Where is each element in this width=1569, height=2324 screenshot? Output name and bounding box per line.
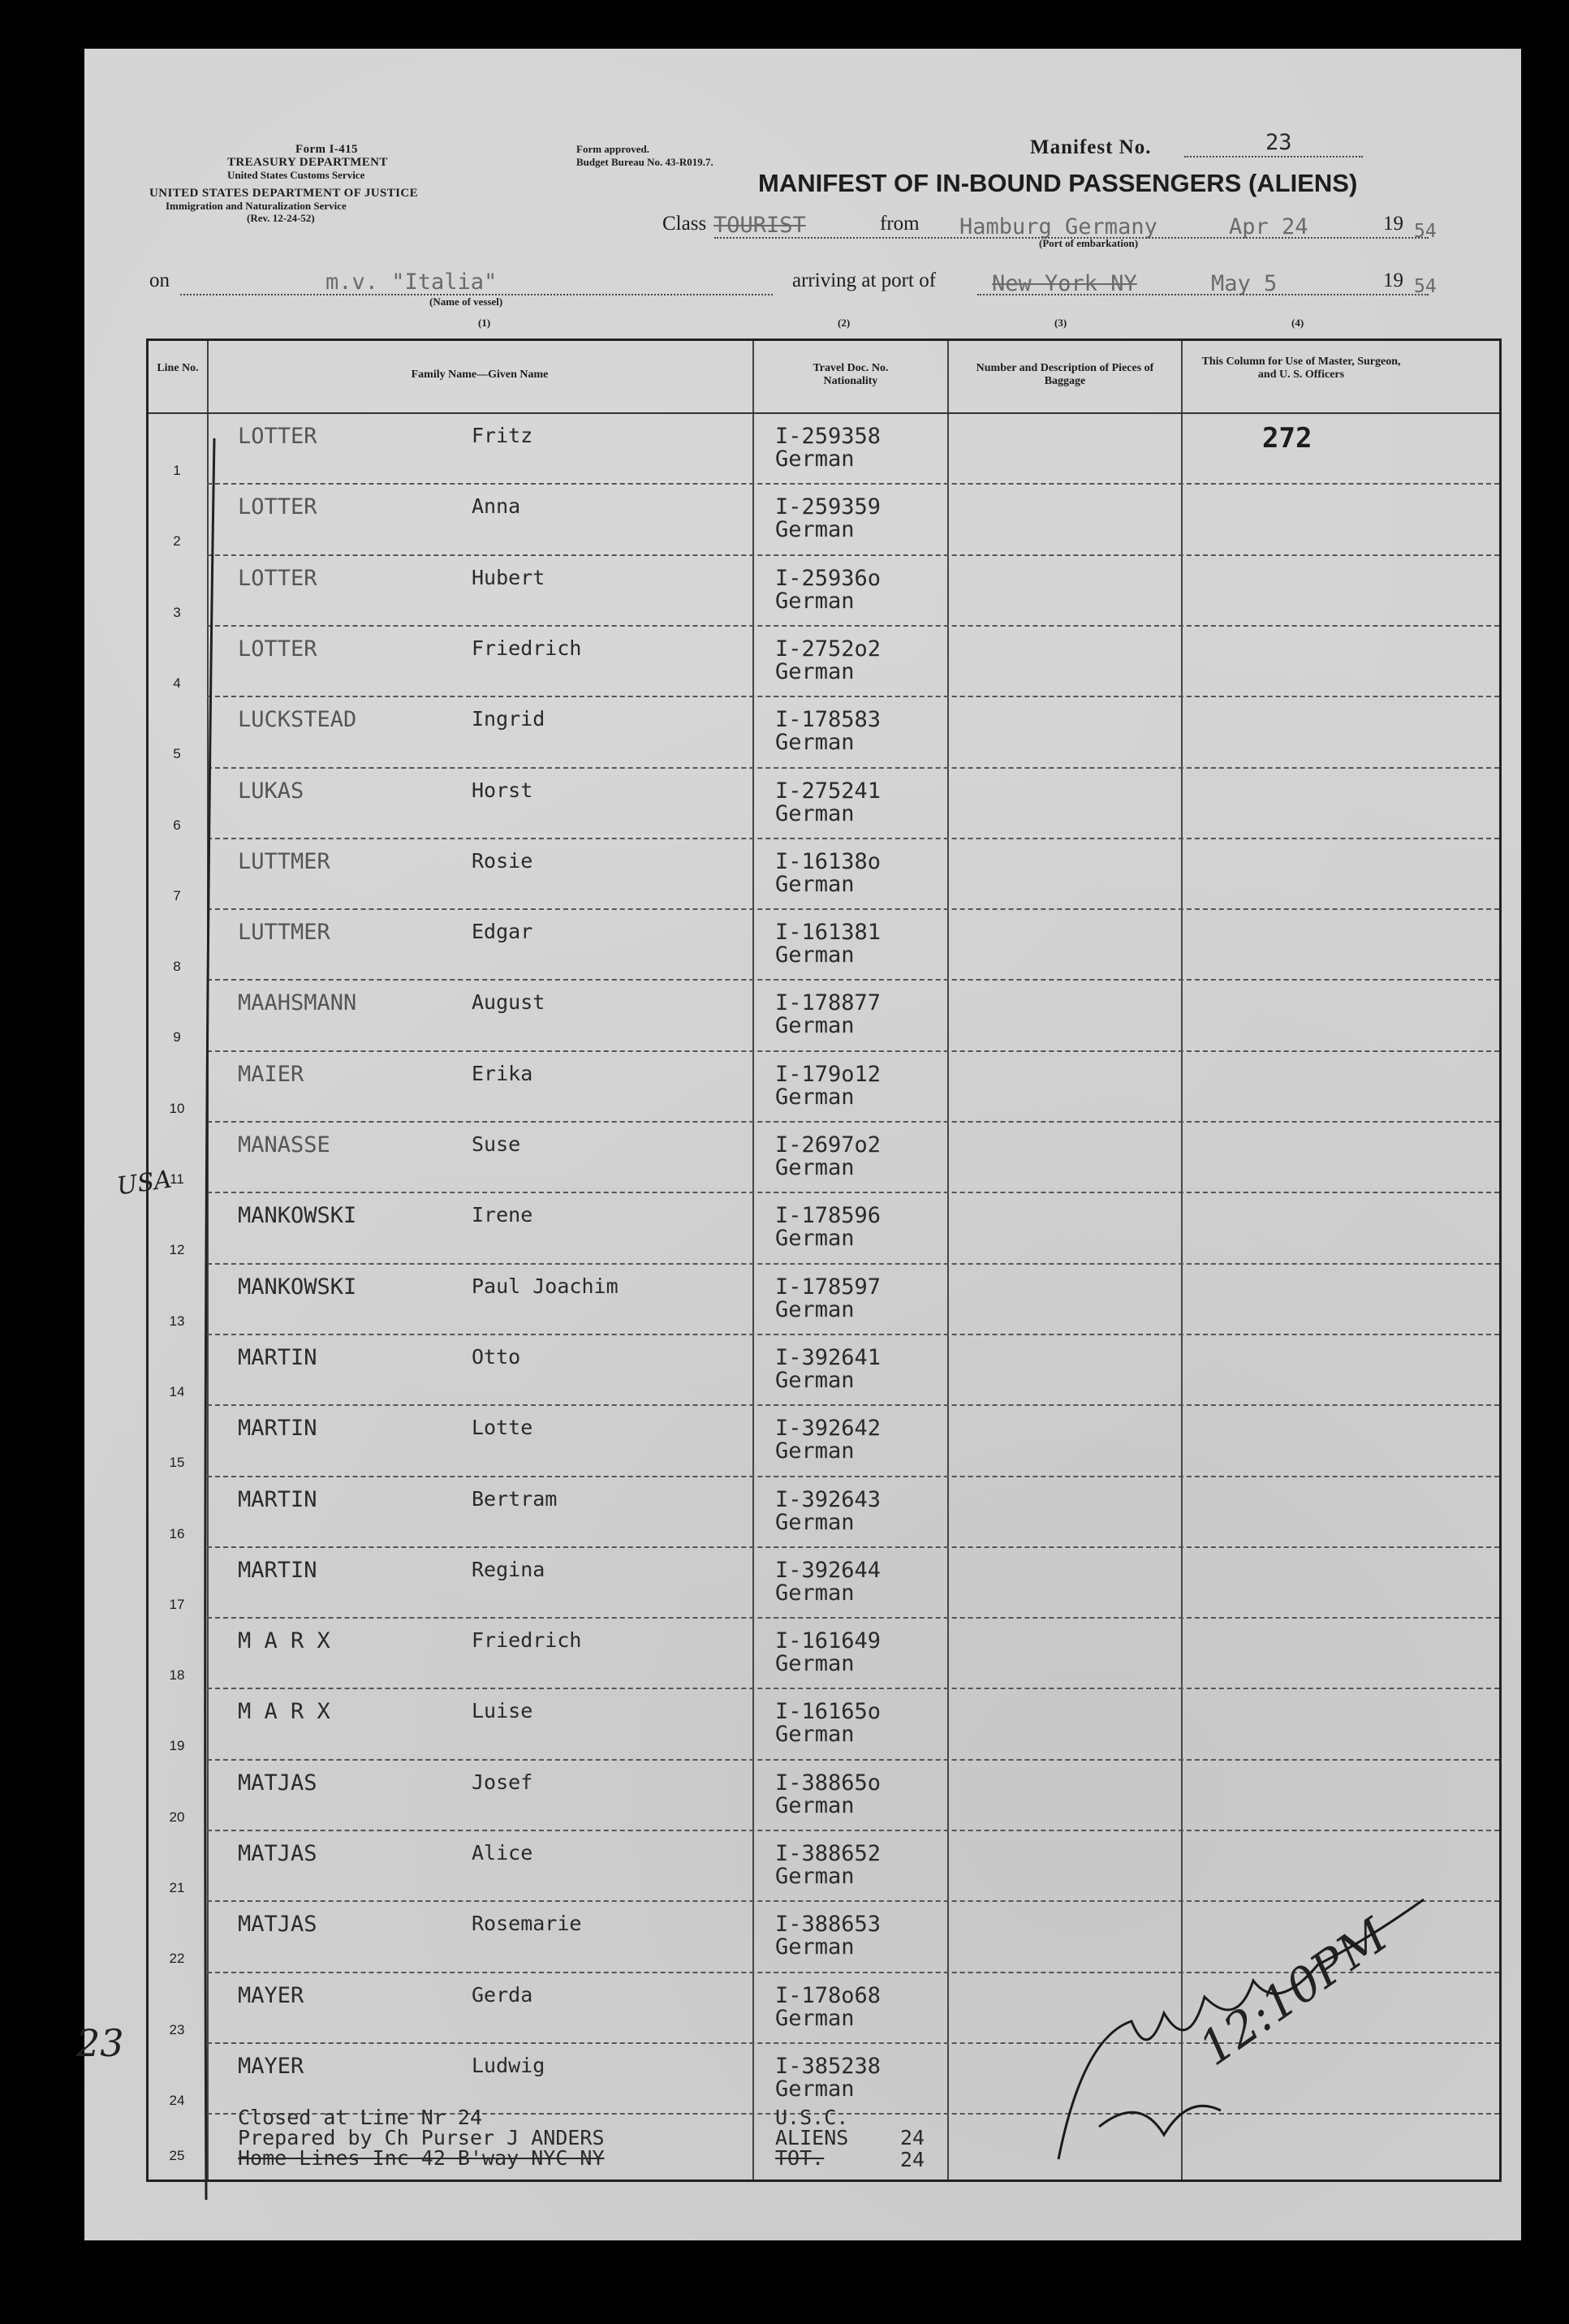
line-number: 19 — [169, 1738, 185, 1754]
column-marker: (1) — [478, 317, 491, 329]
line-number: 23 — [169, 2021, 185, 2037]
on-label: on — [149, 269, 170, 291]
travel-doc-number: I-2752o2 — [775, 636, 881, 662]
year-from: 54 — [1414, 221, 1437, 242]
time-note-handwritten: 12:10PM — [1188, 1907, 1398, 2076]
family-name: LOTTER — [238, 636, 317, 662]
travel-doc-number: I-16165o — [775, 1699, 881, 1725]
travel-doc-number: I-178877 — [775, 990, 881, 1016]
port-from: Hamburg Germany — [959, 214, 1157, 239]
family-name: M A R X — [238, 1628, 330, 1654]
family-name: MAYER — [238, 1982, 304, 2008]
travel-doc-number: I-178596 — [775, 1203, 881, 1229]
line-number: 8 — [173, 959, 181, 975]
family-name: MAIER — [238, 1061, 304, 1087]
given-name: Rosemarie — [472, 1912, 582, 1936]
nationality: German — [775, 1722, 855, 1748]
total-count: 24 — [900, 2148, 925, 2171]
given-name: Paul Joachim — [472, 1274, 619, 1298]
budget-bureau: Budget Bureau No. 43-R019.7. — [576, 156, 713, 168]
line-number: 4 — [173, 675, 181, 691]
nationality: German — [775, 1084, 855, 1110]
travel-doc-number: I-25936o — [775, 565, 881, 591]
given-name: Edgar — [472, 920, 533, 944]
given-name: Hubert — [472, 565, 545, 589]
year-prefix-arrival: 19 — [1383, 269, 1403, 291]
line-number: 16 — [169, 1525, 185, 1541]
line-number: 24 — [169, 2092, 185, 2108]
prepared-by: Prepared by Ch Purser J ANDERS — [238, 2126, 605, 2149]
column-marker: (2) — [838, 317, 851, 329]
aliens-label: ALIENS — [775, 2126, 849, 2149]
nationality: German — [775, 446, 855, 472]
travel-doc-number: I-178597 — [775, 1274, 881, 1300]
given-name: Horst — [472, 778, 533, 802]
class-value: TOURIST — [713, 213, 806, 238]
year-prefix-from: 19 — [1383, 213, 1403, 235]
line-number: 1 — [173, 463, 181, 478]
family-name: LUKAS — [238, 778, 304, 804]
nationality: German — [775, 800, 855, 826]
nationality: German — [775, 730, 855, 756]
line-number: 9 — [173, 1029, 181, 1046]
line-number: 6 — [173, 817, 181, 833]
family-name: LOTTER — [238, 565, 317, 591]
travel-doc-number: I-2697o2 — [775, 1132, 881, 1158]
nationality: German — [775, 942, 855, 968]
travel-doc-number: I-392642 — [775, 1416, 881, 1442]
signature-mark — [1099, 2106, 1221, 2135]
line-number: 15 — [169, 1455, 185, 1471]
line-number: 10 — [169, 1100, 185, 1116]
arrival-port: New York NY — [992, 271, 1137, 296]
col-name: Family Name—Given Name — [411, 369, 549, 381]
customs-service: United States Customs Service — [227, 169, 365, 181]
line-number: 2 — [173, 533, 181, 550]
given-name: Erika — [472, 1061, 533, 1085]
family-name: MARTIN — [238, 1344, 317, 1370]
margin-usa-handwritten: USA — [114, 1165, 174, 1201]
manifest-label: Manifest No. — [1030, 136, 1152, 158]
vessel-name: m.v. "Italia" — [325, 269, 498, 295]
nationality: German — [775, 2076, 855, 2102]
given-name: Lotte — [472, 1416, 533, 1440]
travel-doc-number: I-388653 — [775, 1912, 881, 1938]
travel-doc-number: I-392644 — [775, 1557, 881, 1583]
family-name: MATJAS — [238, 1770, 317, 1796]
nationality: German — [775, 588, 855, 614]
family-name: LOTTER — [238, 494, 317, 520]
given-name: Ludwig — [472, 2053, 545, 2077]
arrival-date: May 5 — [1211, 271, 1278, 296]
line-number: 5 — [173, 746, 181, 762]
family-name: LUTTMER — [238, 920, 330, 946]
family-name: MANASSE — [238, 1132, 330, 1158]
nationality: German — [775, 1438, 855, 1464]
year-arrival: 54 — [1414, 276, 1437, 297]
travel-doc-number: I-178o68 — [775, 1982, 881, 2008]
nationality: German — [775, 1367, 855, 1393]
family-name: MAAHSMANN — [238, 990, 357, 1016]
manifest-number: 23 — [1265, 130, 1292, 155]
handwritten-marks — [84, 49, 1521, 2240]
total-label: TOT. — [775, 2146, 825, 2170]
treasury-department: TREASURY DEPARTMENT — [227, 156, 388, 169]
given-name: Anna — [472, 494, 521, 519]
col-travel-doc: Travel Doc. No. Nationality — [813, 362, 889, 387]
line-number: 21 — [169, 1880, 185, 1895]
col-officers: This Column for Use of Master, Surgeon, and U. S. Officers — [1201, 356, 1401, 381]
margin-number-handwritten: 23 — [76, 2021, 124, 2065]
aliens-count: 24 — [900, 2126, 925, 2149]
col-line-no: Line No. — [157, 362, 199, 374]
travel-doc-number: I-178583 — [775, 707, 881, 733]
ins-line: Immigration and Naturalization Service — [166, 200, 347, 212]
travel-doc-number: I-259359 — [775, 494, 881, 520]
given-name: Josef — [472, 1770, 533, 1794]
manifest-sheet — [76, 49, 1521, 2240]
family-name: LUTTMER — [238, 848, 330, 874]
travel-doc-number: I-385238 — [775, 2053, 881, 2079]
given-name: Otto — [472, 1344, 521, 1369]
signature-mark — [1058, 1899, 1424, 2159]
nationality: German — [775, 1792, 855, 1818]
travel-doc-number: I-161381 — [775, 920, 881, 946]
nationality: German — [775, 1580, 855, 1606]
bracket-mark — [205, 438, 214, 2200]
line-number: 12 — [169, 1242, 185, 1258]
form-approved: Form approved. — [576, 143, 650, 155]
family-name: MAYER — [238, 2053, 304, 2079]
family-name: MARTIN — [238, 1557, 317, 1583]
nationality: German — [775, 1155, 855, 1180]
form-number: Form I-415 — [295, 143, 358, 156]
given-name: Fritz — [472, 424, 533, 447]
given-name: Regina — [472, 1557, 545, 1581]
nationality: German — [775, 1864, 855, 1889]
nationality: German — [775, 517, 855, 543]
travel-doc-number: I-179o12 — [775, 1061, 881, 1087]
class-label: Class — [662, 213, 707, 235]
family-name: MARTIN — [238, 1416, 317, 1442]
vessel-caption: (Name of vessel) — [429, 295, 503, 308]
travel-doc-number: I-392643 — [775, 1486, 881, 1512]
family-name: MATJAS — [238, 1841, 317, 1866]
travel-doc-number: I-259358 — [775, 424, 881, 449]
given-name: Alice — [472, 1841, 533, 1865]
closed-at-line: Closed at Line Nr 24 — [238, 2106, 483, 2129]
given-name: Luise — [472, 1699, 533, 1723]
line-number: 14 — [169, 1383, 185, 1399]
date-from: Apr 24 — [1229, 214, 1308, 239]
line-number: 18 — [169, 1667, 185, 1684]
given-name: Ingrid — [472, 707, 545, 731]
column-marker: (3) — [1054, 317, 1067, 329]
manifest-title: MANIFEST OF IN-BOUND PASSENGERS (ALIENS) — [758, 169, 1358, 197]
family-name: LUCKSTEAD — [238, 707, 357, 733]
given-name: Gerda — [472, 1982, 533, 2007]
line-number: 7 — [173, 887, 181, 903]
revision-date: (Rev. 12-24-52) — [247, 212, 315, 224]
company-line: Home Lines Inc 42 B'way NYC NY — [238, 2146, 605, 2170]
line-number: 3 — [173, 604, 181, 620]
line-number: 13 — [169, 1313, 185, 1329]
travel-doc-number: I-275241 — [775, 778, 881, 804]
nationality: German — [775, 871, 855, 897]
given-name: Friedrich — [472, 636, 582, 660]
family-name: LOTTER — [238, 424, 317, 449]
nationality: German — [775, 2005, 855, 2031]
column-marker: (4) — [1291, 317, 1304, 329]
family-name: MARTIN — [238, 1486, 317, 1512]
line-number: 25 — [169, 2148, 185, 2163]
travel-doc-number: I-161649 — [775, 1628, 881, 1654]
given-name: Friedrich — [472, 1628, 582, 1653]
family-name: MATJAS — [238, 1912, 317, 1938]
line-number: 20 — [169, 1809, 185, 1825]
travel-doc-number: I-392641 — [775, 1344, 881, 1370]
line-number: 17 — [169, 1596, 185, 1612]
nationality: German — [775, 1226, 855, 1252]
usc-label: U.S.C. — [775, 2106, 849, 2129]
travel-doc-number: I-16138o — [775, 848, 881, 874]
given-name: Suse — [472, 1132, 521, 1156]
nationality: German — [775, 1509, 855, 1535]
travel-doc-number: I-388652 — [775, 1841, 881, 1866]
given-name: Rosie — [472, 848, 533, 873]
officer-number: 272 — [1262, 422, 1313, 455]
given-name: August — [472, 990, 545, 1015]
given-name: Bertram — [472, 1486, 558, 1511]
travel-doc-number: I-38865o — [775, 1770, 881, 1796]
from-label: from — [880, 213, 920, 235]
nationality: German — [775, 1013, 855, 1039]
family-name: M A R X — [238, 1699, 330, 1725]
doj-line: UNITED STATES DEPARTMENT OF JUSTICE — [149, 187, 419, 200]
nationality: German — [775, 658, 855, 684]
line-number: 22 — [169, 1951, 185, 1967]
col-baggage: Number and Description of Pieces of Baggage — [976, 362, 1154, 387]
nationality: German — [775, 1651, 855, 1677]
family-name: MANKOWSKI — [238, 1203, 357, 1229]
given-name: Irene — [472, 1203, 533, 1227]
nationality: German — [775, 1296, 855, 1322]
port-embarkation-caption: (Port of embarkation) — [1039, 237, 1139, 249]
family-name: MANKOWSKI — [238, 1274, 357, 1300]
line-number: 11 — [170, 1171, 184, 1187]
nationality: German — [775, 1934, 855, 1960]
arriving-label: arriving at port of — [792, 269, 937, 291]
